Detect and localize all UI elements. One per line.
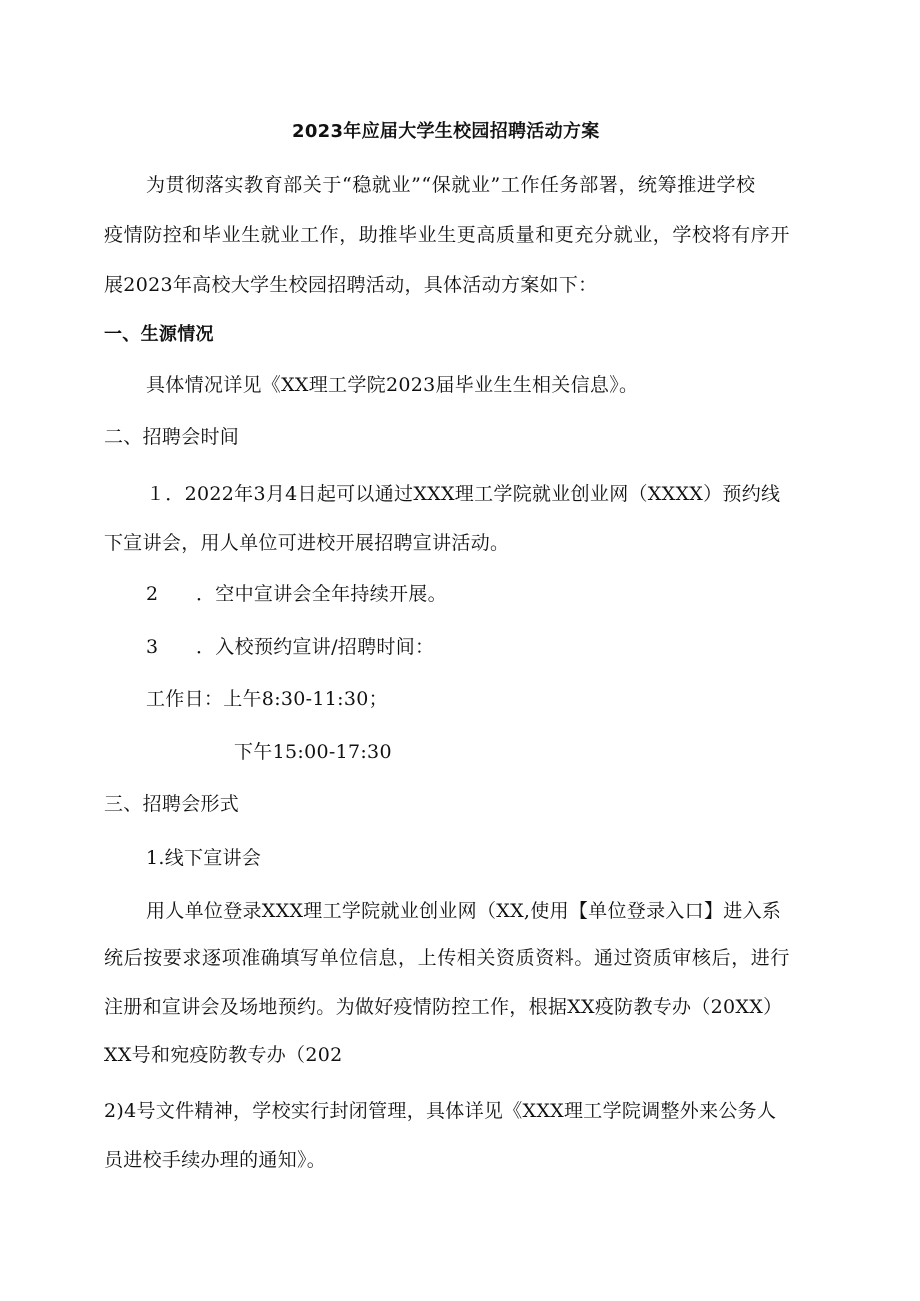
section2-item2-number: 2 xyxy=(146,583,159,605)
section3-sub1: 1.线下宣讲会 xyxy=(146,847,262,869)
section2-item3-text: ．入校预约宣讲/招聘时间： xyxy=(196,636,435,658)
workday-time: 工作日：上午8:30-11:30； xyxy=(146,688,388,710)
section3-para-line5: 2)4号文件精神，学校实行封闭管理，具体详见《XXX理工学院调整外来公务人 xyxy=(104,1100,777,1122)
section3-para-line3: 注册和宣讲会及场地预约。为做好疫情防控工作，根据XX疫防教专办（20XX） xyxy=(104,996,783,1018)
section2-item1-line2: 下宣讲会，用人单位可进校开展招聘宣讲活动。 xyxy=(104,532,510,554)
section1-heading: 一、生源情况 xyxy=(104,324,214,345)
section2-item3-number: 3 xyxy=(146,636,159,658)
section3-para-line2: 统后按要求逐项准确填写单位信息，上传相关资质资料。通过资质审核后，进行 xyxy=(104,947,791,969)
intro-line-3: 展2023年高校大学生校园招聘活动，具体活动方案如下： xyxy=(104,274,598,296)
document-title: 2023年应届大学生校园招聘活动方案 xyxy=(292,121,600,142)
section3-para-line1: 用人单位登录XXX理工学院就业创业网（XX,使用【单位登录入口】进入系 xyxy=(146,900,782,922)
intro-line-1: 为贯彻落实教育部关于“稳就业”“保就业”工作任务部署，统筹推进学校 xyxy=(146,174,756,196)
section3-heading: 三、招聘会形式 xyxy=(104,793,240,815)
section2-heading: 二、招聘会时间 xyxy=(104,426,240,448)
section3-para-line4: XX号和宛疫防教专办（202 xyxy=(104,1044,343,1066)
section1-body: 具体情况详见《XX理工学院2023届毕业生生相关信息》。 xyxy=(146,374,639,396)
section3-para-line6: 员进校手续办理的通知》。 xyxy=(104,1149,327,1171)
section2-item1-line1: １．2022年3月4日起可以通过XXX理工学院就业创业网（XXXX）预约线 xyxy=(146,483,781,505)
intro-line-2: 疫情防控和毕业生就业工作，助推毕业生更高质量和更充分就业，学校将有序开 xyxy=(104,224,791,246)
section2-item2-text: ．空中宣讲会全年持续开展。 xyxy=(196,583,447,605)
afternoon-time: 下午15:00-17:30 xyxy=(234,741,392,763)
